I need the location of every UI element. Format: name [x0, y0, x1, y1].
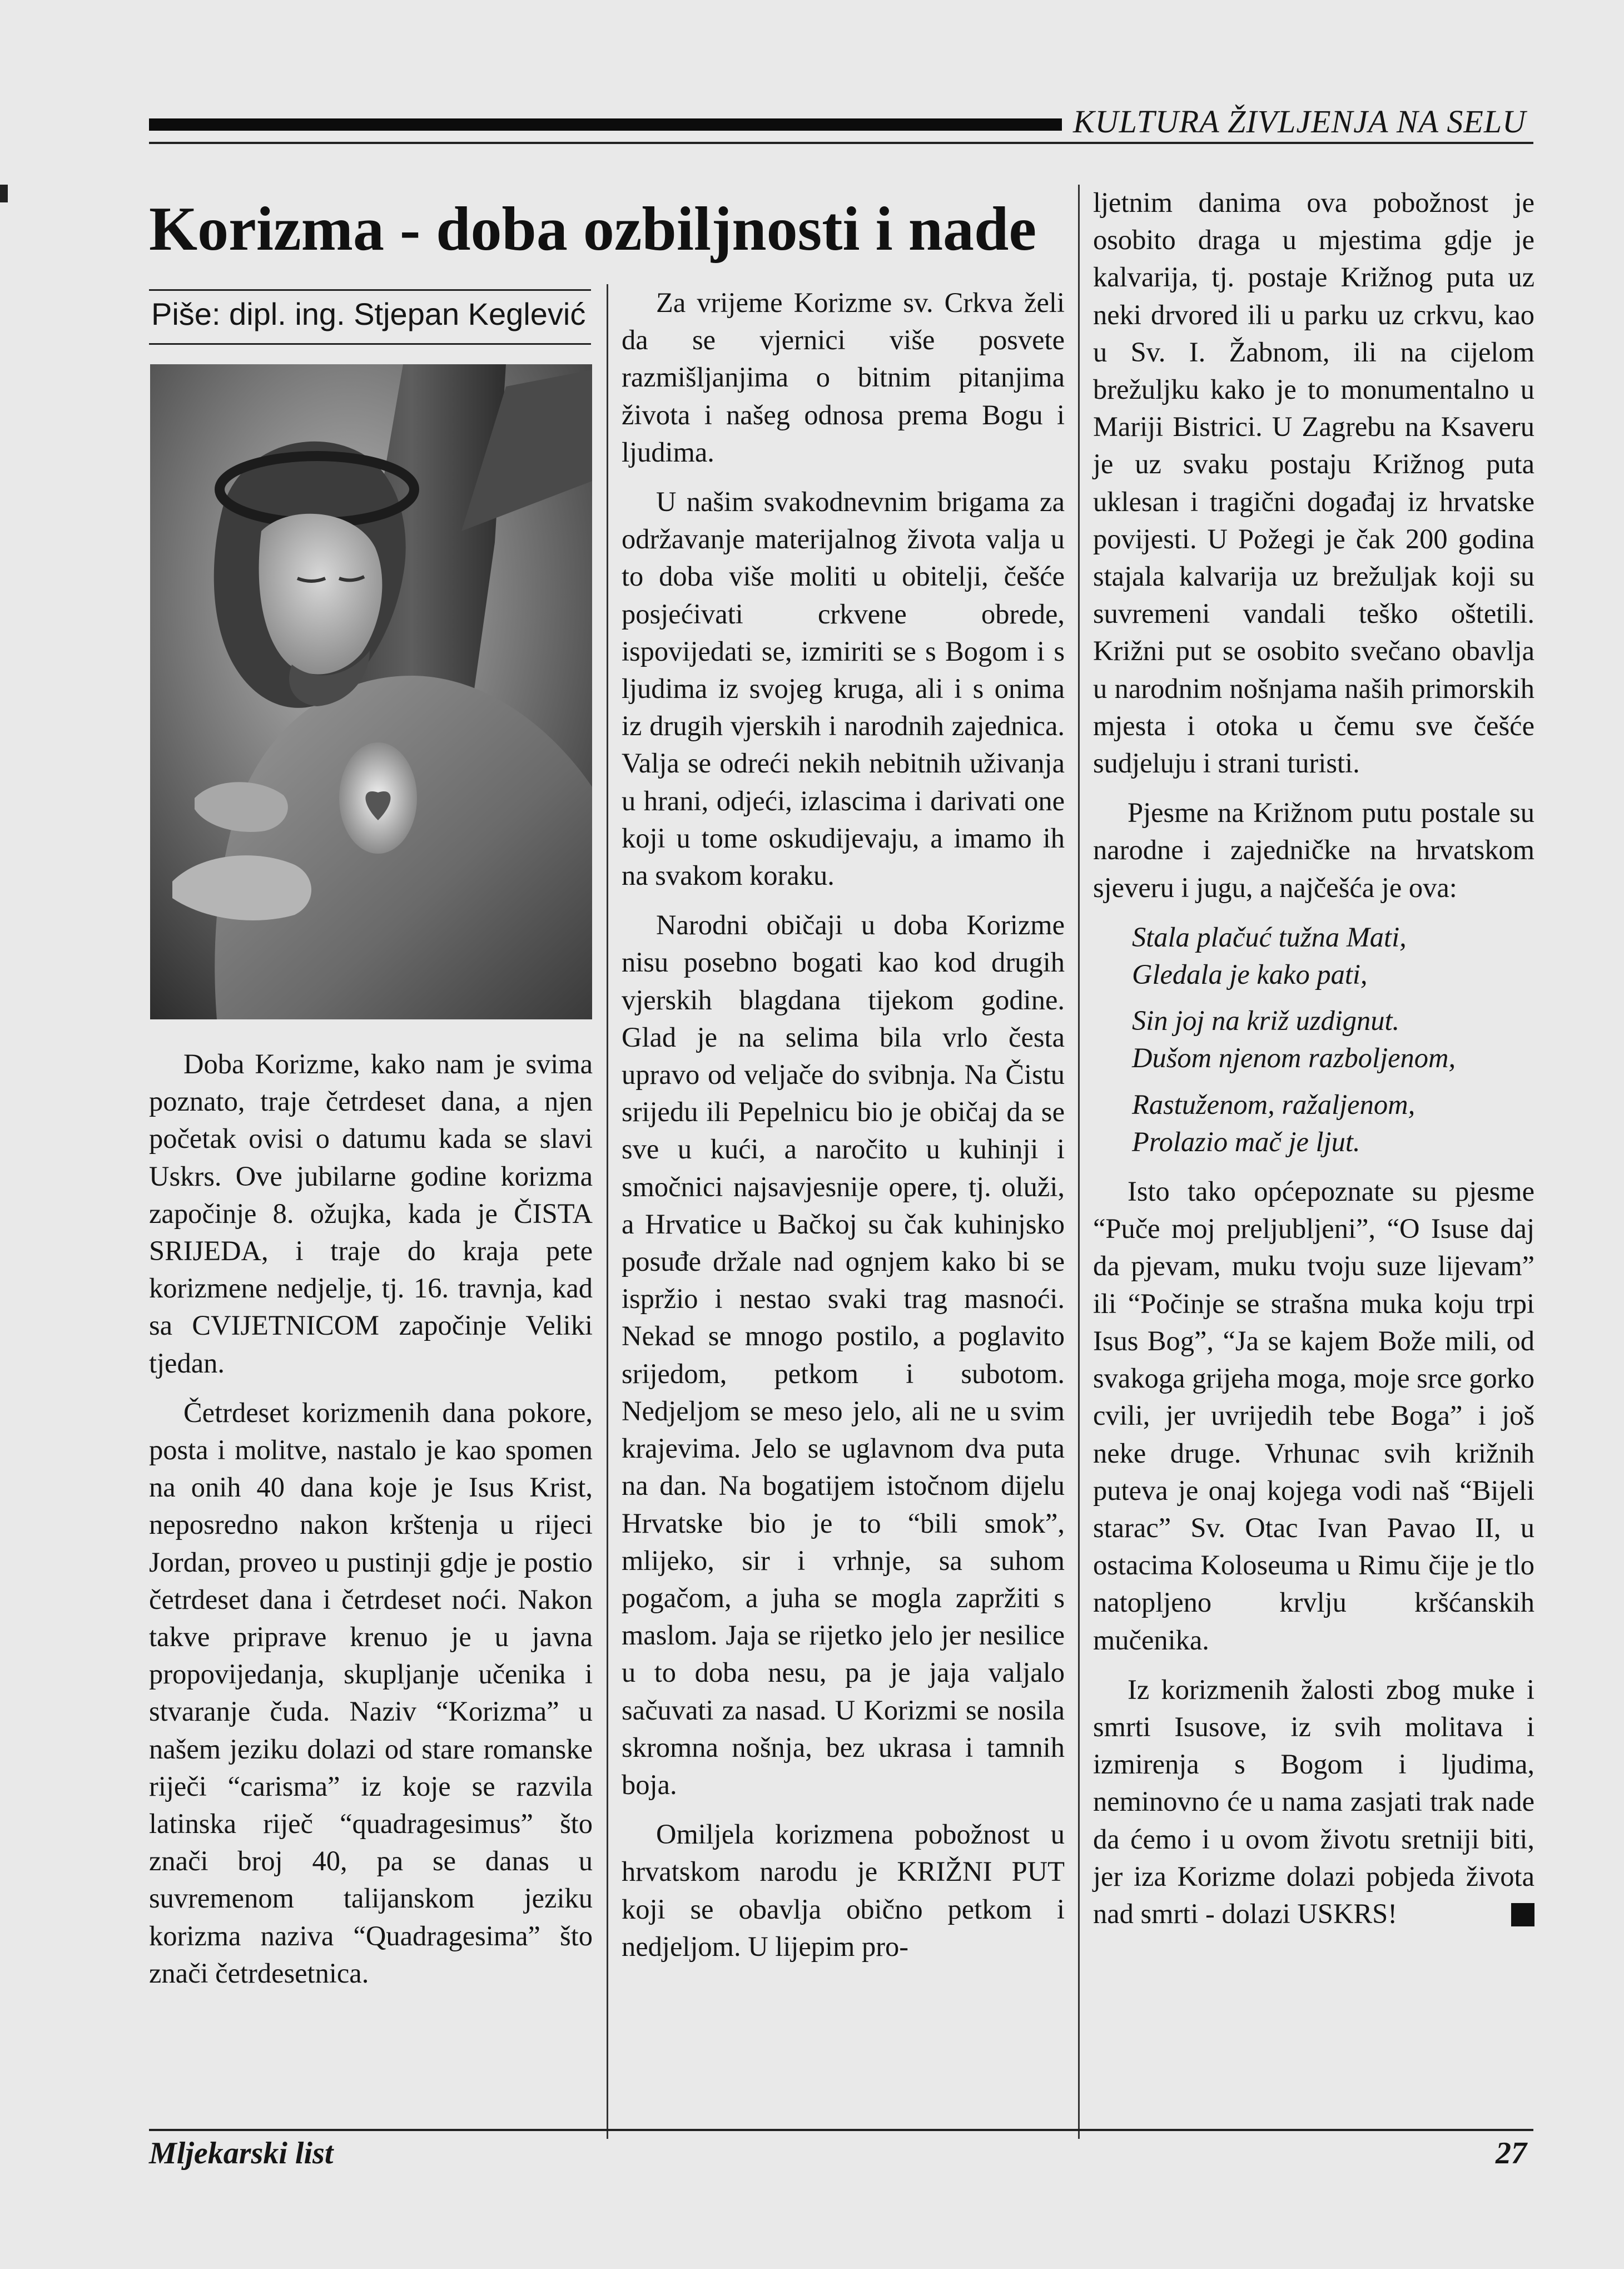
header-bar: [149, 118, 1062, 131]
hymn-verse: [1132, 919, 1534, 1161]
paragraph-text: Iz korizmenih žalosti zbog muke i smrti Isusove, iz svih molitava i izmirenja s Bogom i ljudima, neminovno će u nama zasjati trak nade da ćemo i u ovom životu sretniji biti, jer iza Korizme dolazi pobjeda života nad smrti - dolazi USKRS!: [1093, 1673, 1534, 1929]
verse-line: Gledala je kako pati,: [1132, 959, 1368, 990]
paragraph: Isto tako općepoznate su pjesme “Puče moj preljubljeni”, “O Isuse daj da pjevam, muku tvoju suze lijevam” ili “Počinje se strašna muka koju trpi Isus Bog”, “Ja se kajem Bože mili, od svakoga grijeha moga, moje srce gorko cvili, jer uvrijedih tebe Boga” i još neke druge. Vrhunac svih križnih puteva je onaj kojega vodi naš “Bijeli starac” Sv. Otac Ivan Pavao II, u ostacima Koloseuma u Rimu čije je tlo natopljeno krvlju kršćanskih mučenika.: [1093, 1176, 1534, 1656]
article-author: Piše: dipl. ing. Stjepan Keglević: [151, 296, 586, 331]
verse-line: Stala plačuć tužna Mati,: [1132, 921, 1407, 953]
jesus-carrying-cross-illustration: [150, 364, 592, 1019]
column-rule-1: [607, 284, 608, 2139]
end-of-article-square-icon: [1511, 1903, 1534, 1926]
paragraph: Omiljela korizmena pobožnost u hrvatskom narodu je KRIŽNI PUT koji se obavlja obično petkom i nedjeljom. U lijepim pro-: [622, 1819, 1065, 1962]
verse-line: Prolazio mač je ljut.: [1132, 1126, 1360, 1157]
publication-name: Mljekarski list: [149, 2136, 334, 2171]
paragraph: Pjesme na Križnom putu postale su narodne i zajedničke na hrvatskom sjeveru i jugu, a najčešća je ova:: [1093, 797, 1534, 903]
paragraph: Za vrijeme Korizme sv. Crkva želi da se vjernici više posvete razmišljanjima o bitnim pitanjima života i našeg odnosa prema Bogu i ljudima.: [622, 287, 1065, 468]
paragraph: Četrdeset korizmenih dana pokore, posta i molitve, nastalo je kao spomen na onih 40 dana koje je Isus Krist, neposredno nakon krštenja u rijeci Jordan, proveo u pustinji gdje je postio četrdeset dana i četrdeset noći. Nakon takve priprave krenuo je u javna propovijedanja, skupljanje učenika i stvaranje čuda. Naziv “Korizma” u našem jeziku dolazi od stare romanske riječi “carisma” iz koje se razvila latinska riječ “quadragesimus” što znači broj 40, pa se danas u suvremenom talijanskom jeziku korizma naziva “Quadragesima” što znači četrdesetnica.: [149, 1396, 593, 1989]
author-rule-bottom: [149, 343, 591, 345]
paragraph: [1093, 1671, 1534, 1933]
column-1: [149, 1046, 593, 2004]
section-header: KULTURA ŽIVLJENJA NA SELU: [1073, 103, 1526, 140]
column-rule-2: [1078, 185, 1080, 2139]
column-3: [1093, 184, 1534, 1945]
verse-line: Sin joj na križ uzdignut.: [1132, 1005, 1400, 1037]
scan-mark: [0, 185, 8, 202]
paragraph: ljetnim danima ova pobožnost je osobito draga u mjestima gdje je kalvarija, tj. postaje Križnog puta uz neki drvored ili u parku uz crkvu, kao u Sv. I. Žabnom, ili na cijelom brežuljku kako je to monumentalno u Mariji Bistrici. U Zagrebu na Ksaveru je uz svaku postaju Križnog puta uklesan i tragični događaj iz hrvatske povijesti. U Požegi je čak 200 godina stajala kalvarija uz brežuljak koji su suvremeni vandali teško oštetili. Križni put se osobito svečano obavlja u narodnim nošnjama naših primorskih mjesta i otoka u čemu sve češće sudjeluju i strani turisti.: [1093, 187, 1534, 779]
verse-line: Rastuženom, ražaljenom,: [1132, 1088, 1416, 1120]
paragraph: U našim svakodnevnim brigama za održavanje materijalnog života valja u to doba više moliti u obitelji, češće posjećivati crkvene obrede, ispovijedati se, izmiriti se s Bogom i s ljudima iz svojeg kruga, ali i s onima iz drugih vjerskih i narodnih zajednica. Valja se odreći nekih nebitnih uživanja u hrani, odjeći, izlascima i darivati one koji u tome oskudijevaju, a imamo ih na svakom koraku.: [622, 486, 1065, 891]
paragraph: Narodni običaji u doba Korizme nisu posebno bogati kao kod drugih vjerskih blagdana tijekom godine. Glad je na selima bila vrlo česta upravo od veljače do svibnja. Na Čistu srijedu ili Pepelnicu bio je običaj da se sve u kući, a naročito u kuhinji i smočnici najsavjesnije opere, tj. oluži, a Hrvatice u Bačkoj su čak kuhinjsko posuđe držale nad ognjem kako bi se ispržio i nestao svaki trag masnoći. Nekad se mnogo postilo, a poglavito srijedom, petkom i subotom. Nedjeljom se meso jelo, ali ne u svim krajevima. Jelo se uglavnom dva puta na dan. Na bogatijem istočnom dijelu Hrvatske bio je to “bili smok”, mlijeko, sir i vrhnje, sa suhom pogačom, a juha se mogla zapržiti s maslom. Jaja se rijetko jelo jer nesilice u to doba nesu, pa je jaja valjalo sačuvati za nasad. U Korizmi se nosila skromna nošnja, bez ukrasa i tamnih boja.: [622, 909, 1065, 1800]
author-rule-top: [149, 289, 591, 291]
footer-rule: [149, 2129, 1533, 2131]
verse-line: Dušom njenom razboljenom,: [1132, 1042, 1456, 1074]
page-number: 27: [1496, 2136, 1527, 2171]
paragraph: Doba Korizme, kako nam je svima poznato, traje četrdeset dana, a njen početak ovisi o datumu kada se slavi Uskrs. Ove jubilarne godine korizma započinje 8. ožujka, kada je ČISTA SRIJEDA, i traje do kraja pete korizmene nedjelje, tj. 16. travnja, kad sa CVIJETNICOM započinje Veliki tjedan.: [149, 1048, 593, 1379]
header-rule: [149, 142, 1533, 144]
article-title: Korizma - doba ozbiljnosti i nade: [149, 195, 1037, 264]
column-2: [622, 284, 1065, 1978]
